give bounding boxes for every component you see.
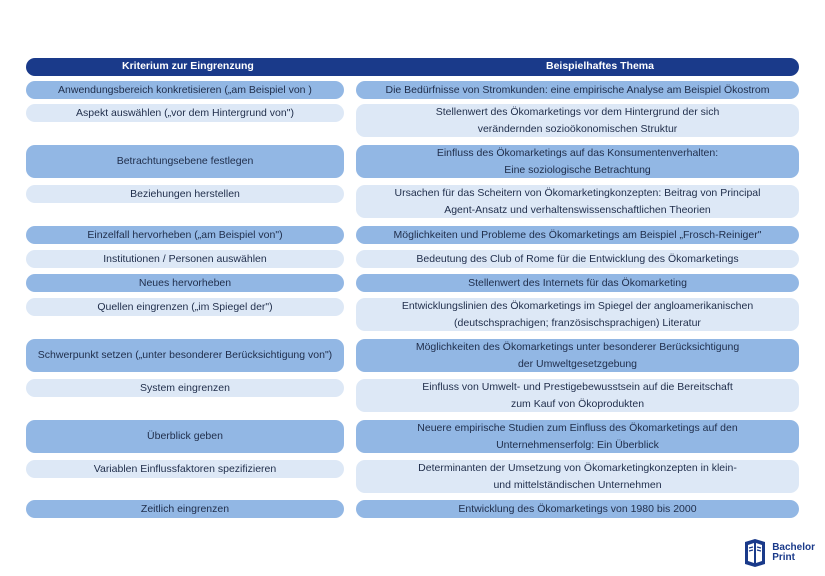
example-cell: Möglichkeiten des Ökomarketings unter besonderer Berücksichtigung der Umweltgesetzgebung: [356, 339, 799, 372]
criterion-cell: Einzelfall hervorheben („am Beispiel von"): [26, 226, 344, 244]
example-cell: Entwicklungslinien des Ökomarketings im Spiegel der angloamerikanischen (deutschsprachigen; französischsprachigen) Literatur: [356, 298, 799, 331]
example-cell: Stellenwert des Ökomarketings vor dem Hintergrund der sich verändernden sozioökonomischen Struktur: [356, 104, 799, 137]
logo-line-2: Print: [772, 552, 795, 563]
criterion-cell: Betrachtungsebene festlegen: [26, 145, 344, 178]
book-icon: [742, 538, 768, 568]
criterion-cell: Anwendungsbereich konkretisieren („am Beispiel von ): [26, 81, 344, 99]
criterion-cell: Variablen Einflussfaktoren spezifizieren: [26, 460, 344, 478]
header-criterion-label: Kriterium zur Eingrenzung: [122, 60, 254, 72]
example-cell: Entwicklung des Ökomarketings von 1980 bis 2000: [356, 500, 799, 518]
example-cell: Die Bedürfnisse von Stromkunden: eine empirische Analyse am Beispiel Ökostrom: [356, 81, 799, 99]
criterion-cell: Zeitlich eingrenzen: [26, 500, 344, 518]
criterion-cell: Institutionen / Personen auswählen: [26, 250, 344, 268]
header-example-label: Beispielhaftes Thema: [546, 60, 654, 72]
example-cell: Ursachen für das Scheitern von Ökomarketingkonzepten: Beitrag von Principal Agent-Ansatz und verhaltenswissenschaftlichen Theorien: [356, 185, 799, 218]
example-cell: Stellenwert des Internets für das Ökomarketing: [356, 274, 799, 292]
criterion-cell: Beziehungen herstellen: [26, 185, 344, 203]
example-cell: Einfluss des Ökomarketings auf das Konsumentenverhalten: Eine soziologische Betrachtung: [356, 145, 799, 178]
example-cell: Bedeutung des Club of Rome für die Entwicklung des Ökomarketings: [356, 250, 799, 268]
example-cell: Determinanten der Umsetzung von Ökomarketingkonzepten in klein- und mittelständischen Unternehmen: [356, 460, 799, 493]
criterion-cell: Schwerpunkt setzen („unter besonderer Berücksichtigung von"): [26, 339, 344, 372]
example-cell: Möglichkeiten und Probleme des Ökomarketings am Beispiel „Frosch-Reiniger": [356, 226, 799, 244]
table-header: [26, 58, 799, 76]
bachelor-print-logo: [742, 538, 815, 568]
criterion-cell: Überblick geben: [26, 420, 344, 453]
criterion-cell: System eingrenzen: [26, 379, 344, 397]
criterion-cell: Aspekt auswählen („vor dem Hintergrund von"): [26, 104, 344, 122]
criterion-cell: Quellen eingrenzen („im Spiegel der"): [26, 298, 344, 316]
example-cell: Neuere empirische Studien zum Einfluss des Ökomarketings auf den Unternehmenserfolg: Ein Überblick: [356, 420, 799, 453]
logo-line-1: Bachelor: [772, 542, 815, 553]
example-cell: Einfluss von Umwelt- und Prestigebewusstsein auf die Bereitschaft zum Kauf von Ökoprodukten: [356, 379, 799, 412]
criterion-cell: Neues hervorheben: [26, 274, 344, 292]
